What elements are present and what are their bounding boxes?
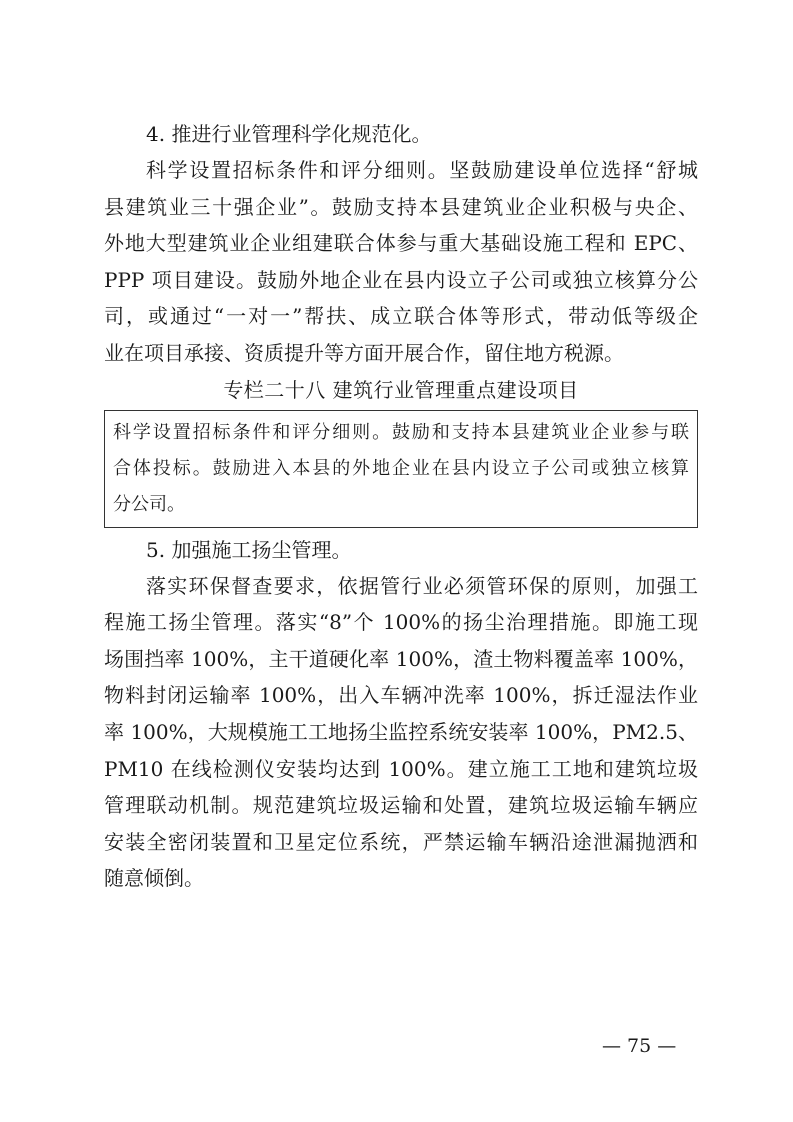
paragraph-line: 县建筑业三十强企业”。鼓励支持本县建筑业企业积极与央企、 [104, 194, 698, 219]
paragraph-line: 落实环保督查要求，依据管行业必须管环保的原则，加强工 [146, 573, 698, 598]
paragraph-line: 随意倾倒。 [104, 866, 204, 891]
column-box-line: 合体投标。鼓励进入本县的外地企业在县内设立子公司或独立核算 [113, 457, 689, 479]
paragraph-line: 科学设置招标条件和评分细则。坚鼓励建设单位选择“舒城 [146, 158, 698, 182]
paragraph-line: 安装全密闭装置和卫星定位系统，严禁运输车辆沿途泄漏抛洒和 [104, 829, 698, 854]
column-box-line: 分公司。 [113, 493, 185, 515]
paragraph-line: 外地大型建筑业企业组建联合体参与重大基础设施工程和 EPC、 [104, 231, 698, 256]
section-4-heading: 4. 推进行业管理科学化规范化。 [146, 122, 432, 146]
paragraph-line: 物料封闭运输率 100%，出入车辆冲洗率 100%，拆迁湿法作业 [104, 683, 698, 708]
paragraph-line: PPP 项目建设。鼓励外地企业在县内设立子公司或独立核算分公 [104, 267, 698, 292]
paragraph-line: PM10 在线检测仪安装均达到 100%。建立施工工地和建筑垃圾 [104, 756, 698, 781]
paragraph-line: 司，或通过“一对一”帮扶、成立联合体等形式，带动低等级企 [104, 304, 698, 329]
document-body [104, 116, 698, 897]
column-box-caption: 专栏二十八 建筑行业管理重点建设项目 [223, 377, 579, 402]
page-number: — 75 — [602, 1035, 677, 1057]
paragraph-line: 程施工扬尘管理。落实“8”个 100%的扬尘治理措施。即施工现 [104, 610, 698, 635]
section-5-paragraph [104, 568, 698, 897]
section-5-heading: 5. 加强施工扬尘管理。 [146, 537, 352, 562]
paragraph-line: 场围挡率 100%，主干道硬化率 100%，渣土物料覆盖率 100%， [104, 646, 698, 671]
paragraph-line: 率 100%，大规模施工工地扬尘监控系统安装率 100%，PM2.5、 [104, 719, 698, 744]
paragraph-line: 管理联动机制。规范建筑垃圾运输和处置，建筑垃圾运输车辆应 [104, 793, 698, 818]
section-4-paragraph [104, 152, 698, 372]
column-box [104, 410, 698, 528]
paragraph-line: 业在项目承接、资质提升等方面开展合作，留住地方税源。 [104, 340, 624, 365]
column-box-line: 科学设置招标条件和评分细则。鼓励和支持本县建筑业企业参与联 [113, 421, 689, 443]
